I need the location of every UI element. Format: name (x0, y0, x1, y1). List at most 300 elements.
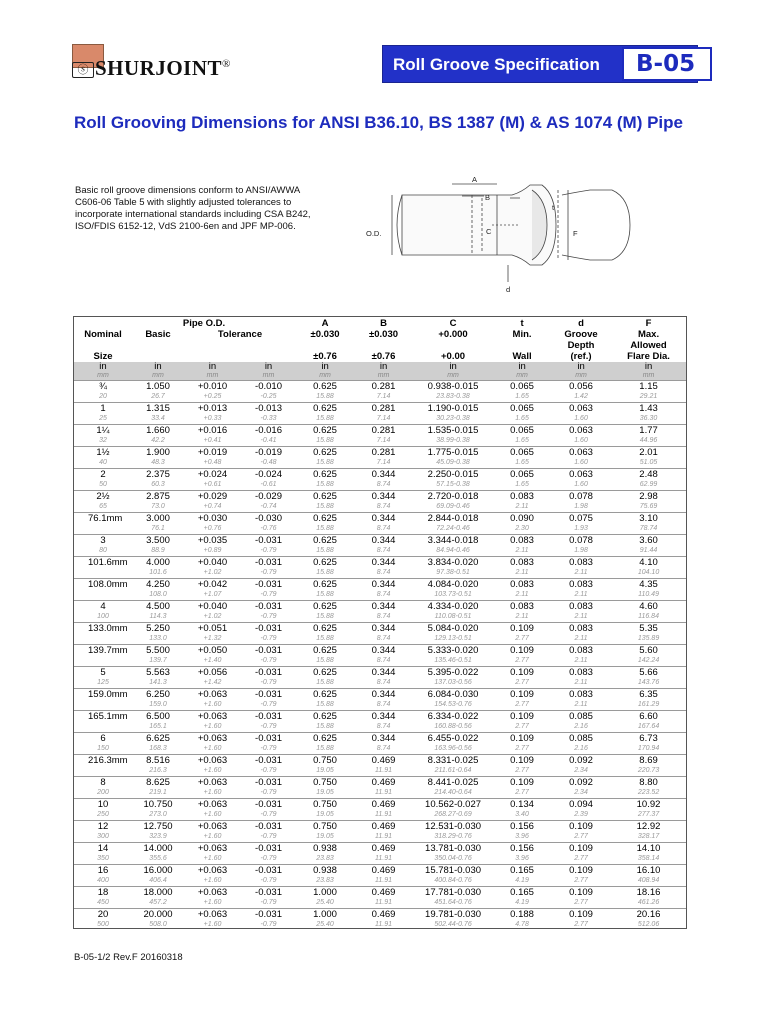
dim-c-mm-cell: 110.08-0.51 (434, 613, 472, 620)
nominal-size-cell: 20 (74, 909, 132, 921)
table-row-metric (74, 546, 686, 557)
flare-dia-cell: 4.10 (611, 557, 686, 569)
dim-a-mm-cell: 15.88 (316, 547, 334, 554)
dim-b-mm-cell: 7.14 (376, 459, 391, 466)
tol-plus-mm-cell: +1.42 (203, 679, 222, 686)
header-tolerance: Tolerance (217, 329, 263, 340)
header-b-tol: ±0.030 (369, 329, 399, 340)
basic-od-mm-cell: 165.1 (149, 723, 167, 730)
tol-minus-mm-cell: -0.79 (260, 855, 277, 862)
nominal-size-mm-cell: 125 (97, 679, 109, 686)
groove-depth-mm-cell: 1.60 (574, 437, 588, 444)
dim-a-cell: 0.625 (296, 513, 354, 525)
dim-c-cell: 8.441-0.025 (413, 777, 493, 789)
header-c-tol-mm: +0.00 (441, 351, 466, 362)
table-row-metric (74, 590, 686, 601)
basic-od-mm-cell: 101.6 (149, 569, 167, 576)
flare-dia-cell: 1.15 (611, 381, 686, 393)
tol-minus-mm-cell: -0.76 (260, 525, 277, 532)
table-row-metric (74, 810, 686, 821)
tol-plus-cell: +0.063 (184, 711, 241, 723)
table-row (74, 623, 686, 635)
tol-plus-mm-cell: +0.33 (203, 415, 222, 422)
dim-a-cell: 1.000 (296, 887, 354, 899)
tol-plus-mm-cell: +0.41 (203, 437, 222, 444)
dim-a-cell: 0.750 (296, 799, 354, 811)
table-row (74, 403, 686, 415)
tol-plus-mm-cell: +1.60 (203, 767, 222, 774)
groove-depth-cell: 0.075 (551, 513, 611, 525)
dim-c-cell: 12.531-0.030 (413, 821, 493, 833)
min-wall-mm-cell: 4.78 (515, 921, 529, 928)
nominal-size-mm-cell (74, 590, 132, 601)
groove-depth-mm-cell: 2.77 (574, 921, 588, 928)
dim-c-mm-cell: 160.88-0.56 (434, 723, 472, 730)
groove-depth-mm-cell: 2.11 (574, 701, 588, 708)
tol-plus-mm-cell: +1.60 (203, 877, 222, 884)
tol-minus-mm-cell: -0.79 (260, 679, 277, 686)
tol-plus-cell: +0.040 (184, 601, 241, 613)
groove-depth-mm-cell: 2.77 (574, 899, 588, 906)
table-header-row-2 (74, 329, 686, 340)
basic-od-mm-cell: 508.0 (149, 921, 167, 928)
tol-plus-mm-cell: +1.40 (203, 657, 222, 664)
tol-minus-mm-cell: -0.79 (260, 877, 277, 884)
min-wall-cell: 0.109 (493, 777, 551, 789)
flare-dia-mm-cell: 167.64 (637, 723, 660, 730)
dim-c-mm-cell: 129.13-0.51 (434, 635, 472, 642)
tol-plus-cell: +0.035 (184, 535, 241, 547)
tol-plus-mm-cell: +1.60 (203, 701, 222, 708)
tol-minus-mm-cell: -0.79 (260, 635, 277, 642)
table-row-metric (74, 480, 686, 491)
flare-dia-cell: 5.60 (611, 645, 686, 657)
nominal-size-cell: ¾ (74, 381, 132, 393)
dim-c-cell: 8.331-0.025 (413, 755, 493, 767)
dim-b-mm-cell: 8.74 (376, 503, 391, 510)
tol-plus-cell: +0.029 (184, 491, 241, 503)
document-footer: B-05-1/2 Rev.F 20160318 (74, 952, 183, 963)
nominal-size-cell: 133.0mm (74, 623, 132, 635)
flare-dia-mm-cell: 461.26 (637, 899, 660, 906)
flare-dia-cell: 6.60 (611, 711, 686, 723)
basic-od-cell: 4.000 (132, 557, 184, 569)
flare-dia-cell: 14.10 (611, 843, 686, 855)
tol-minus-mm-cell: -0.25 (260, 393, 277, 400)
nominal-size-cell: 18 (74, 887, 132, 899)
nominal-size-mm-cell: 350 (97, 855, 109, 862)
table-row-metric (74, 744, 686, 755)
nominal-size-mm-cell: 40 (99, 459, 107, 466)
tol-minus-cell: -0.031 (241, 755, 296, 767)
dim-c-mm-cell: 97.38-0.51 (436, 569, 470, 576)
unit-mm-cell: mm (74, 372, 132, 381)
tol-plus-mm-cell: +1.02 (203, 569, 222, 576)
spec-code-box (622, 47, 712, 81)
nominal-size-mm-cell: 50 (99, 481, 107, 488)
groove-depth-cell: 0.078 (551, 491, 611, 503)
basic-od-cell: 14.000 (132, 843, 184, 855)
dim-b-mm-cell: 8.74 (376, 635, 391, 642)
basic-od-cell: 8.625 (132, 777, 184, 789)
dim-b-mm-cell: 11.91 (375, 833, 393, 840)
tol-plus-mm-cell: +0.74 (203, 503, 222, 510)
tol-plus-cell: +0.063 (184, 865, 241, 877)
dim-b-cell: 0.281 (354, 381, 413, 393)
dim-b-cell: 0.469 (354, 887, 413, 899)
min-wall-cell: 0.090 (493, 513, 551, 525)
groove-depth-cell: 0.063 (551, 447, 611, 459)
tol-plus-mm-cell: +1.60 (203, 899, 222, 906)
dim-b-mm-cell: 11.91 (375, 767, 393, 774)
tol-plus-cell: +0.063 (184, 887, 241, 899)
basic-od-mm-cell: 159.0 (149, 701, 167, 708)
dim-c-cell: 6.455-0.022 (413, 733, 493, 745)
nominal-size-mm-cell (74, 568, 132, 579)
groove-depth-cell: 0.109 (551, 865, 611, 877)
flare-dia-mm-cell: 328.17 (637, 833, 660, 840)
dim-b-cell: 0.469 (354, 821, 413, 833)
flare-dia-cell: 2.48 (611, 469, 686, 481)
tol-minus-mm-cell: -0.79 (260, 767, 277, 774)
basic-od-cell: 5.250 (132, 623, 184, 635)
dim-c-mm-cell: 69.09-0.46 (436, 503, 470, 510)
unit-in-cell: in (184, 362, 241, 372)
basic-od-mm-cell: 33.4 (151, 415, 165, 422)
dim-c-cell: 19.781-0.030 (413, 909, 493, 921)
flare-dia-mm-cell: 62.99 (639, 481, 658, 488)
groove-depth-mm-cell: 1.60 (574, 415, 588, 422)
table-row-metric (74, 722, 686, 733)
tol-minus-mm-cell: -0.79 (260, 723, 277, 730)
diagram-label-c: C (486, 227, 492, 236)
nominal-size-cell: 108.0mm (74, 579, 132, 591)
dim-a-mm-cell: 25.40 (316, 899, 334, 906)
tol-plus-cell: +0.019 (184, 447, 241, 459)
nominal-size-cell: 12 (74, 821, 132, 833)
diagram-label-t: t (552, 203, 555, 212)
tol-minus-cell: -0.031 (241, 799, 296, 811)
tol-plus-mm-cell: +1.60 (203, 723, 222, 730)
table-row-metric (74, 898, 686, 909)
basic-od-mm-cell: 88.9 (151, 547, 165, 554)
tol-plus-cell: +0.030 (184, 513, 241, 525)
banner-title: Roll Groove Specification (393, 55, 600, 74)
basic-od-cell: 6.250 (132, 689, 184, 701)
table-row (74, 381, 686, 393)
nominal-size-cell: 1¼ (74, 425, 132, 437)
table-row-metric (74, 788, 686, 799)
dim-a-mm-cell: 19.05 (316, 767, 334, 774)
dim-a-mm-cell: 19.05 (316, 811, 334, 818)
table-row-metric (74, 524, 686, 535)
tol-minus-mm-cell: -0.79 (260, 701, 277, 708)
table-row-metric (74, 458, 686, 469)
dim-b-cell: 0.344 (354, 557, 413, 569)
table-row-metric (74, 634, 686, 645)
min-wall-mm-cell: 2.11 (515, 547, 529, 554)
tol-plus-mm-cell: +1.60 (203, 811, 222, 818)
basic-od-mm-cell: 133.0 (149, 635, 167, 642)
dim-a-mm-cell: 15.88 (316, 701, 334, 708)
tol-minus-mm-cell: -0.79 (260, 811, 277, 818)
unit-in-cell: in (132, 362, 184, 372)
dim-a-mm-cell: 15.88 (316, 415, 334, 422)
nominal-size-cell: 10 (74, 799, 132, 811)
tol-plus-mm-cell: +1.60 (203, 921, 222, 928)
flare-dia-cell: 12.92 (611, 821, 686, 833)
groove-depth-cell: 0.056 (551, 381, 611, 393)
nominal-size-cell: 165.1mm (74, 711, 132, 723)
dim-b-cell: 0.344 (354, 513, 413, 525)
min-wall-cell: 0.109 (493, 711, 551, 723)
min-wall-cell: 0.156 (493, 843, 551, 855)
tol-plus-cell: +0.063 (184, 843, 241, 855)
min-wall-mm-cell: 2.77 (515, 767, 529, 774)
dim-b-mm-cell: 11.91 (375, 877, 393, 884)
nominal-size-mm-cell (74, 524, 132, 535)
unit-mm-cell: mm (241, 372, 296, 381)
header-nominal-line2: Size (93, 351, 113, 362)
header-b-tol-mm: ±0.76 (371, 351, 396, 362)
dim-a-cell: 1.000 (296, 909, 354, 921)
dim-c-cell: 5.333-0.020 (413, 645, 493, 657)
min-wall-cell: 0.083 (493, 601, 551, 613)
min-wall-mm-cell: 1.65 (515, 481, 529, 488)
table-row (74, 733, 686, 745)
flare-dia-mm-cell: 91.44 (639, 547, 658, 554)
basic-od-mm-cell: 273.0 (149, 811, 167, 818)
dim-b-mm-cell: 8.74 (376, 745, 391, 752)
dim-a-mm-cell: 19.05 (316, 833, 334, 840)
basic-od-cell: 6.500 (132, 711, 184, 723)
dim-a-cell: 0.625 (296, 557, 354, 569)
min-wall-mm-cell: 2.11 (515, 613, 529, 620)
groove-depth-cell: 0.083 (551, 579, 611, 591)
table-row-metric (74, 568, 686, 579)
basic-od-cell: 5.500 (132, 645, 184, 657)
dim-c-mm-cell: 45.09-0.38 (436, 459, 470, 466)
tol-plus-mm-cell: +0.89 (203, 547, 222, 554)
dim-a-mm-cell: 15.88 (316, 481, 334, 488)
dim-c-mm-cell: 211.61-0.64 (434, 767, 472, 774)
tol-minus-cell: -0.031 (241, 865, 296, 877)
dim-b-cell: 0.469 (354, 865, 413, 877)
dim-b-mm-cell: 8.74 (376, 657, 391, 664)
flare-dia-mm-cell: 512.06 (637, 921, 660, 928)
dim-c-mm-cell: 400.84-0.76 (434, 877, 472, 884)
flare-dia-mm-cell: 143.76 (637, 679, 660, 686)
tol-minus-cell: -0.024 (241, 469, 296, 481)
dim-a-cell: 0.625 (296, 623, 354, 635)
flare-dia-mm-cell: 358.14 (637, 855, 660, 862)
dim-b-mm-cell: 7.14 (376, 393, 391, 400)
nominal-size-mm-cell (74, 766, 132, 777)
groove-depth-cell: 0.109 (551, 887, 611, 899)
dim-c-cell: 10.562-0.027 (413, 799, 493, 811)
dim-c-cell: 13.781-0.030 (413, 843, 493, 855)
dim-a-cell: 0.750 (296, 777, 354, 789)
groove-depth-cell: 0.083 (551, 689, 611, 701)
table-row (74, 843, 686, 855)
basic-od-mm-cell: 108.0 (149, 591, 167, 598)
dim-c-cell: 6.084-0.030 (413, 689, 493, 701)
dim-a-mm-cell: 15.88 (316, 723, 334, 730)
basic-od-mm-cell: 73.0 (151, 503, 165, 510)
unit-mm-cell: mm (413, 372, 493, 381)
tol-minus-cell: -0.031 (241, 667, 296, 679)
brand-logo-mark: ⓢ (72, 62, 94, 78)
flare-dia-cell: 4.60 (611, 601, 686, 613)
tol-minus-cell: -0.019 (241, 447, 296, 459)
tol-minus-mm-cell: -0.74 (260, 503, 277, 510)
dim-b-mm-cell: 8.74 (376, 701, 391, 708)
dim-c-cell: 1.190-0.015 (413, 403, 493, 415)
diagram-label-f: F (573, 229, 578, 238)
dim-a-mm-cell: 15.88 (316, 613, 334, 620)
nominal-size-mm-cell: 200 (97, 789, 109, 796)
tol-plus-cell: +0.051 (184, 623, 241, 635)
min-wall-mm-cell: 1.65 (515, 437, 529, 444)
flare-dia-mm-cell: 223.52 (637, 789, 660, 796)
basic-od-mm-cell: 406.4 (149, 877, 167, 884)
tol-plus-mm-cell: +1.07 (203, 591, 222, 598)
dim-b-cell: 0.344 (354, 579, 413, 591)
tol-minus-cell: -0.031 (241, 821, 296, 833)
basic-od-cell: 18.000 (132, 887, 184, 899)
flare-dia-mm-cell: 75.69 (639, 503, 658, 510)
dim-c-cell: 6.334-0.022 (413, 711, 493, 723)
tol-plus-cell: +0.013 (184, 403, 241, 415)
dim-c-cell: 1.535-0.015 (413, 425, 493, 437)
nominal-size-cell: 6 (74, 733, 132, 745)
header-pipe-od: Pipe O.D. (182, 318, 226, 329)
dim-a-cell: 0.625 (296, 711, 354, 723)
page-title: Roll Grooving Dimensions for ANSI B36.10, BS 1387 (M) & AS 1074 (M) Pipe (74, 113, 683, 132)
dim-c-cell: 2.250-0.015 (413, 469, 493, 481)
groove-depth-cell: 0.063 (551, 425, 611, 437)
dim-a-cell: 0.625 (296, 381, 354, 393)
nominal-size-cell: 139.7mm (74, 645, 132, 657)
dim-b-mm-cell: 8.74 (376, 569, 391, 576)
dim-b-cell: 0.344 (354, 623, 413, 635)
min-wall-mm-cell: 2.11 (515, 591, 529, 598)
dim-b-mm-cell: 7.14 (376, 437, 391, 444)
header-d-label: d (578, 318, 584, 329)
tol-minus-mm-cell: -0.79 (260, 899, 277, 906)
nominal-size-cell: 16 (74, 865, 132, 877)
flare-dia-cell: 16.10 (611, 865, 686, 877)
groove-depth-cell: 0.085 (551, 733, 611, 745)
dim-a-mm-cell: 15.88 (316, 569, 334, 576)
min-wall-cell: 0.109 (493, 755, 551, 767)
flare-dia-mm-cell: 110.49 (638, 591, 659, 598)
basic-od-cell: 1.660 (132, 425, 184, 437)
dim-c-cell: 3.344-0.018 (413, 535, 493, 547)
dim-a-mm-cell: 23.83 (316, 877, 334, 884)
basic-od-mm-cell: 355.6 (149, 855, 167, 862)
flare-dia-mm-cell: 29.21 (639, 393, 658, 400)
basic-od-cell: 3.500 (132, 535, 184, 547)
dim-a-cell: 0.625 (296, 733, 354, 745)
dim-a-mm-cell: 15.88 (316, 591, 334, 598)
dim-a-mm-cell: 15.88 (316, 437, 334, 444)
tol-plus-cell: +0.056 (184, 667, 241, 679)
basic-od-cell: 20.000 (132, 909, 184, 921)
dim-c-cell: 2.844-0.018 (413, 513, 493, 525)
tol-minus-mm-cell: -0.41 (260, 437, 277, 444)
table-row (74, 491, 686, 503)
tol-plus-cell: +0.063 (184, 689, 241, 701)
flare-dia-cell: 2.98 (611, 491, 686, 503)
groove-dimensions-table (74, 318, 686, 930)
table-row-metric (74, 700, 686, 711)
dim-c-cell: 0.938-0.015 (413, 381, 493, 393)
tol-plus-mm-cell: +1.60 (203, 789, 222, 796)
min-wall-mm-cell: 1.65 (515, 459, 529, 466)
tol-minus-cell: -0.031 (241, 623, 296, 635)
dim-c-mm-cell: 214.40-0.64 (434, 789, 472, 796)
min-wall-cell: 0.065 (493, 403, 551, 415)
flare-dia-mm-cell: 36.30 (639, 415, 658, 422)
dim-c-mm-cell: 268.27-0.69 (434, 811, 472, 818)
table-row (74, 425, 686, 437)
dim-a-mm-cell: 15.88 (316, 503, 334, 510)
groove-depth-cell: 0.083 (551, 667, 611, 679)
groove-depth-mm-cell: 2.11 (574, 613, 588, 620)
tol-plus-cell: +0.063 (184, 755, 241, 767)
dim-c-cell: 17.781-0.030 (413, 887, 493, 899)
groove-depth-mm-cell: 2.77 (574, 855, 588, 862)
dim-c-mm-cell: 451.64-0.76 (434, 899, 472, 906)
tol-minus-cell: -0.030 (241, 513, 296, 525)
min-wall-cell: 0.083 (493, 491, 551, 503)
dim-c-cell: 3.834-0.020 (413, 557, 493, 569)
table-row (74, 777, 686, 789)
header-f-label: F (645, 318, 652, 329)
table-row-metric (74, 612, 686, 623)
table-row (74, 557, 686, 569)
flare-dia-cell: 10.92 (611, 799, 686, 811)
nominal-size-cell: 8 (74, 777, 132, 789)
tol-minus-cell: -0.031 (241, 645, 296, 657)
groove-depth-mm-cell: 2.39 (574, 811, 588, 818)
dim-b-cell: 0.469 (354, 909, 413, 921)
flare-dia-cell: 6.35 (611, 689, 686, 701)
nominal-size-cell: 14 (74, 843, 132, 855)
tol-minus-mm-cell: -0.79 (260, 745, 277, 752)
dim-c-mm-cell: 154.53-0.76 (434, 701, 472, 708)
dim-b-cell: 0.281 (354, 425, 413, 437)
groove-depth-cell: 0.078 (551, 535, 611, 547)
tol-minus-cell: -0.031 (241, 601, 296, 613)
tol-minus-cell: -0.031 (241, 777, 296, 789)
dim-a-mm-cell: 15.88 (316, 459, 334, 466)
tol-minus-cell: -0.031 (241, 579, 296, 591)
dim-b-cell: 0.344 (354, 645, 413, 657)
table-row (74, 689, 686, 701)
nominal-size-cell: 4 (74, 601, 132, 613)
flare-dia-cell: 3.60 (611, 535, 686, 547)
unit-mm-cell: mm (493, 372, 551, 381)
nominal-size-mm-cell: 32 (99, 437, 107, 444)
table-row (74, 755, 686, 767)
table-row-metric (74, 876, 686, 887)
min-wall-mm-cell: 2.77 (515, 745, 529, 752)
table-row-metric (74, 854, 686, 865)
table-row (74, 601, 686, 613)
dim-c-mm-cell: 38.99-0.38 (436, 437, 470, 444)
